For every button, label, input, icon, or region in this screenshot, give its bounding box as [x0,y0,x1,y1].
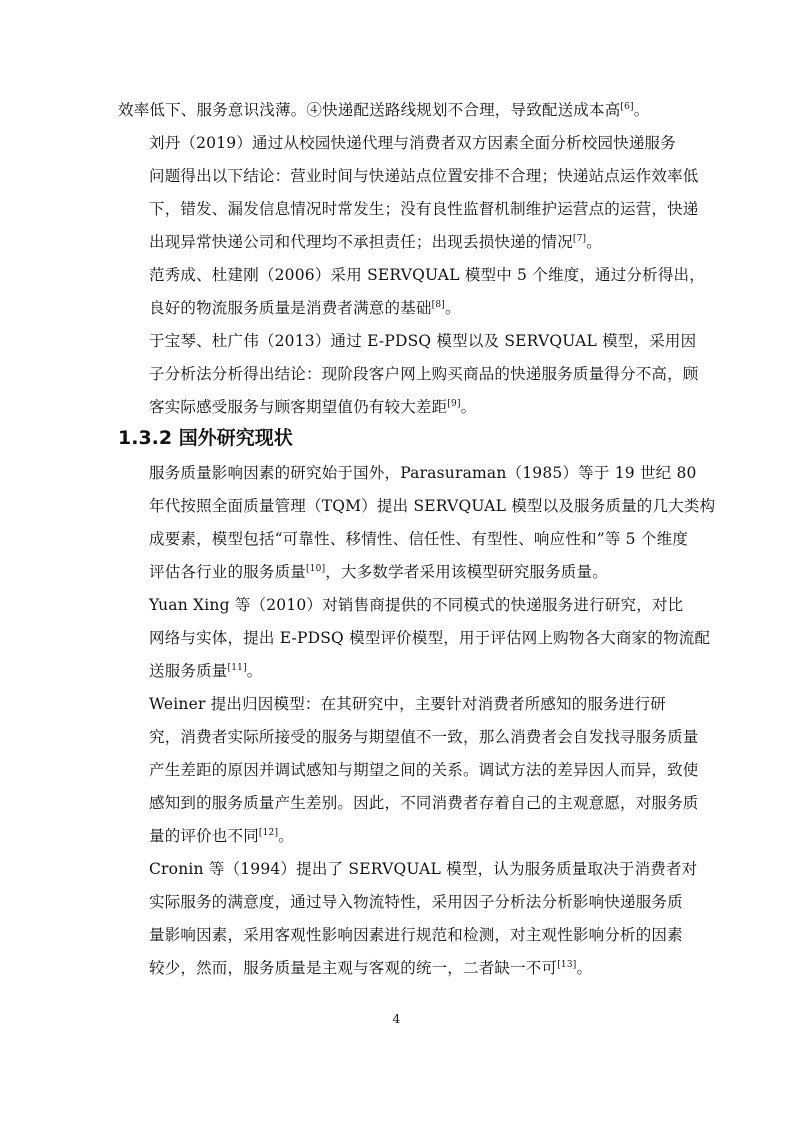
paragraph-parasuraman-1985 [118,457,716,589]
citation-ref: [7] [572,234,587,244]
text-line [118,226,678,259]
line-text: 量的评价也不同 [149,827,259,845]
line-text: 送服务质量 [149,662,228,680]
line-tail: 。 [586,233,602,251]
line-text: 产生差距的原因并调试感知与期望之间的关系。调试方法的差异因人而异，致使 [149,761,699,779]
paragraph-yu-du-2013 [118,325,699,424]
line-tail: 。 [278,827,294,845]
line-text: Yuan Xing 等（2010）对销售商提供的不同模式的快递服务进行研究，对比 [149,596,684,614]
text-line [118,391,678,424]
line-text: 客实际感受服务与顾客期望值仍有较大差距 [149,398,448,416]
citation-ref: [11] [227,663,247,673]
line-text: 网络与实体，提出 E-PDSQ 模型评价模型，用于评估网上购物各大商家的物流配 [149,629,711,647]
text-line [118,754,699,787]
text-line [118,853,698,886]
line-text: 效率低下、服务意识浅薄。④快递配送路线规划不合理，导致配送成本高 [118,101,621,119]
text-line [118,919,683,952]
citation-ref: [8] [431,300,445,310]
text-line [118,688,678,721]
paragraph-yuan-xing-2010 [118,589,711,688]
text-line [118,721,699,754]
line-tail: ，大多数学者采用该模型研究服务质量。 [325,563,608,581]
line-text: Cronin 等（1994）提出了 SERVQUAL 模型，认为服务质量取决于消费者对 [149,860,698,878]
text-line [118,259,705,292]
text-line [118,160,699,193]
text-line [118,820,678,853]
text-line [118,358,699,391]
page-number: 4 [392,1012,401,1026]
paragraph-cronin-1994 [118,853,698,985]
text-line [118,193,699,226]
text-line [118,622,711,655]
citation-ref: [13] [557,960,577,970]
paragraph-weiner [118,688,699,853]
line-tail: 。 [460,398,477,416]
text-line [118,127,678,160]
citation-ref: [12] [258,828,279,838]
line-text: Weiner 提出归因模型：在其研究中，主要针对消费者所感知的服务进行研 [149,695,666,713]
citation-ref: [9] [447,399,461,409]
text-line [118,655,678,688]
paragraph-continuation [118,94,678,127]
text-line [118,523,688,556]
paragraph-fan-du-2006 [118,259,705,325]
line-text: 于宝琴、杜广伟（2013）通过 E-PDSQ 模型以及 SERVQUAL 模型，采用因 [149,332,697,350]
text-line [118,457,697,490]
line-text: 出现异常快递公司和代理均不承担责任；出现丢损快递的情况 [149,233,573,251]
line-text: 下，错发、漏发信息情况时常发生；没有良性监督机制维护运营点的运营，快递 [149,200,699,218]
text-line [118,94,678,127]
line-text: 刘丹（2019）通过从校园快递代理与消费者双方因素全面分析校园快递服务 [149,134,676,152]
line-text: 量影响因素，采用客观性影响因素进行规范和检测，对主观性影响分析的因素 [149,926,683,944]
text-line [118,556,678,589]
line-text: 实际服务的满意度，通过导入物流特性，采用因子分析法分析影响快递服务质 [149,893,683,911]
line-text: 成要素，模型包括“可靠性、移情性、信任性、有型性、响应性和”等 5 个维度 [149,530,688,548]
line-text: 范秀成、杜建刚（2006）采用 SERVQUAL 模型中 5 个维度，通过分析得出， [149,266,705,284]
text-line [118,952,678,985]
text-line [118,589,684,622]
line-text: 服务质量影响因素的研究始于国外，Parasuraman（1985）等于 19 世纪 80 [149,464,697,482]
line-tail: 。 [444,299,461,317]
line-text: 较少，然而，服务质量是主观与客观的统一，二者缺一不可 [149,959,558,977]
line-text: 问题得出以下结论：营业时间与快递站点位置安排不合理；快递站点运作效率低 [149,167,699,185]
line-text: 评估各行业的服务质量 [149,563,307,581]
line-tail: 。 [246,662,263,680]
line-text: 子分析法分析得出结论：现阶段客户网上购买商品的快递服务质量得分不高，顾 [149,365,699,383]
text-line [118,787,699,820]
paragraph-liudan-2019 [118,127,699,259]
citation-ref: [6] [620,102,634,112]
text-line [118,886,683,919]
line-tail: 。 [633,101,650,119]
text-line [118,292,678,325]
section-heading: 1.3.2 国外研究现状 [118,427,293,449]
line-text: 感知到的服务质量产生差别。因此，不同消费者存着自己的主观意愿，对服务质 [149,794,699,812]
text-line [118,325,697,358]
text-line [118,490,716,523]
line-text: 良好的物流服务质量是消费者满意的基础 [149,299,432,317]
line-text: 究，消费者实际所接受的服务与期望值不一致，那么消费者会自发找寻服务质量 [149,728,699,746]
line-text: 年代按照全面质量管理（TQM）提出 SERVQUAL 模型以及服务质量的几大类构 [149,497,716,515]
line-tail: 。 [576,959,593,977]
citation-ref: [10] [306,564,326,574]
